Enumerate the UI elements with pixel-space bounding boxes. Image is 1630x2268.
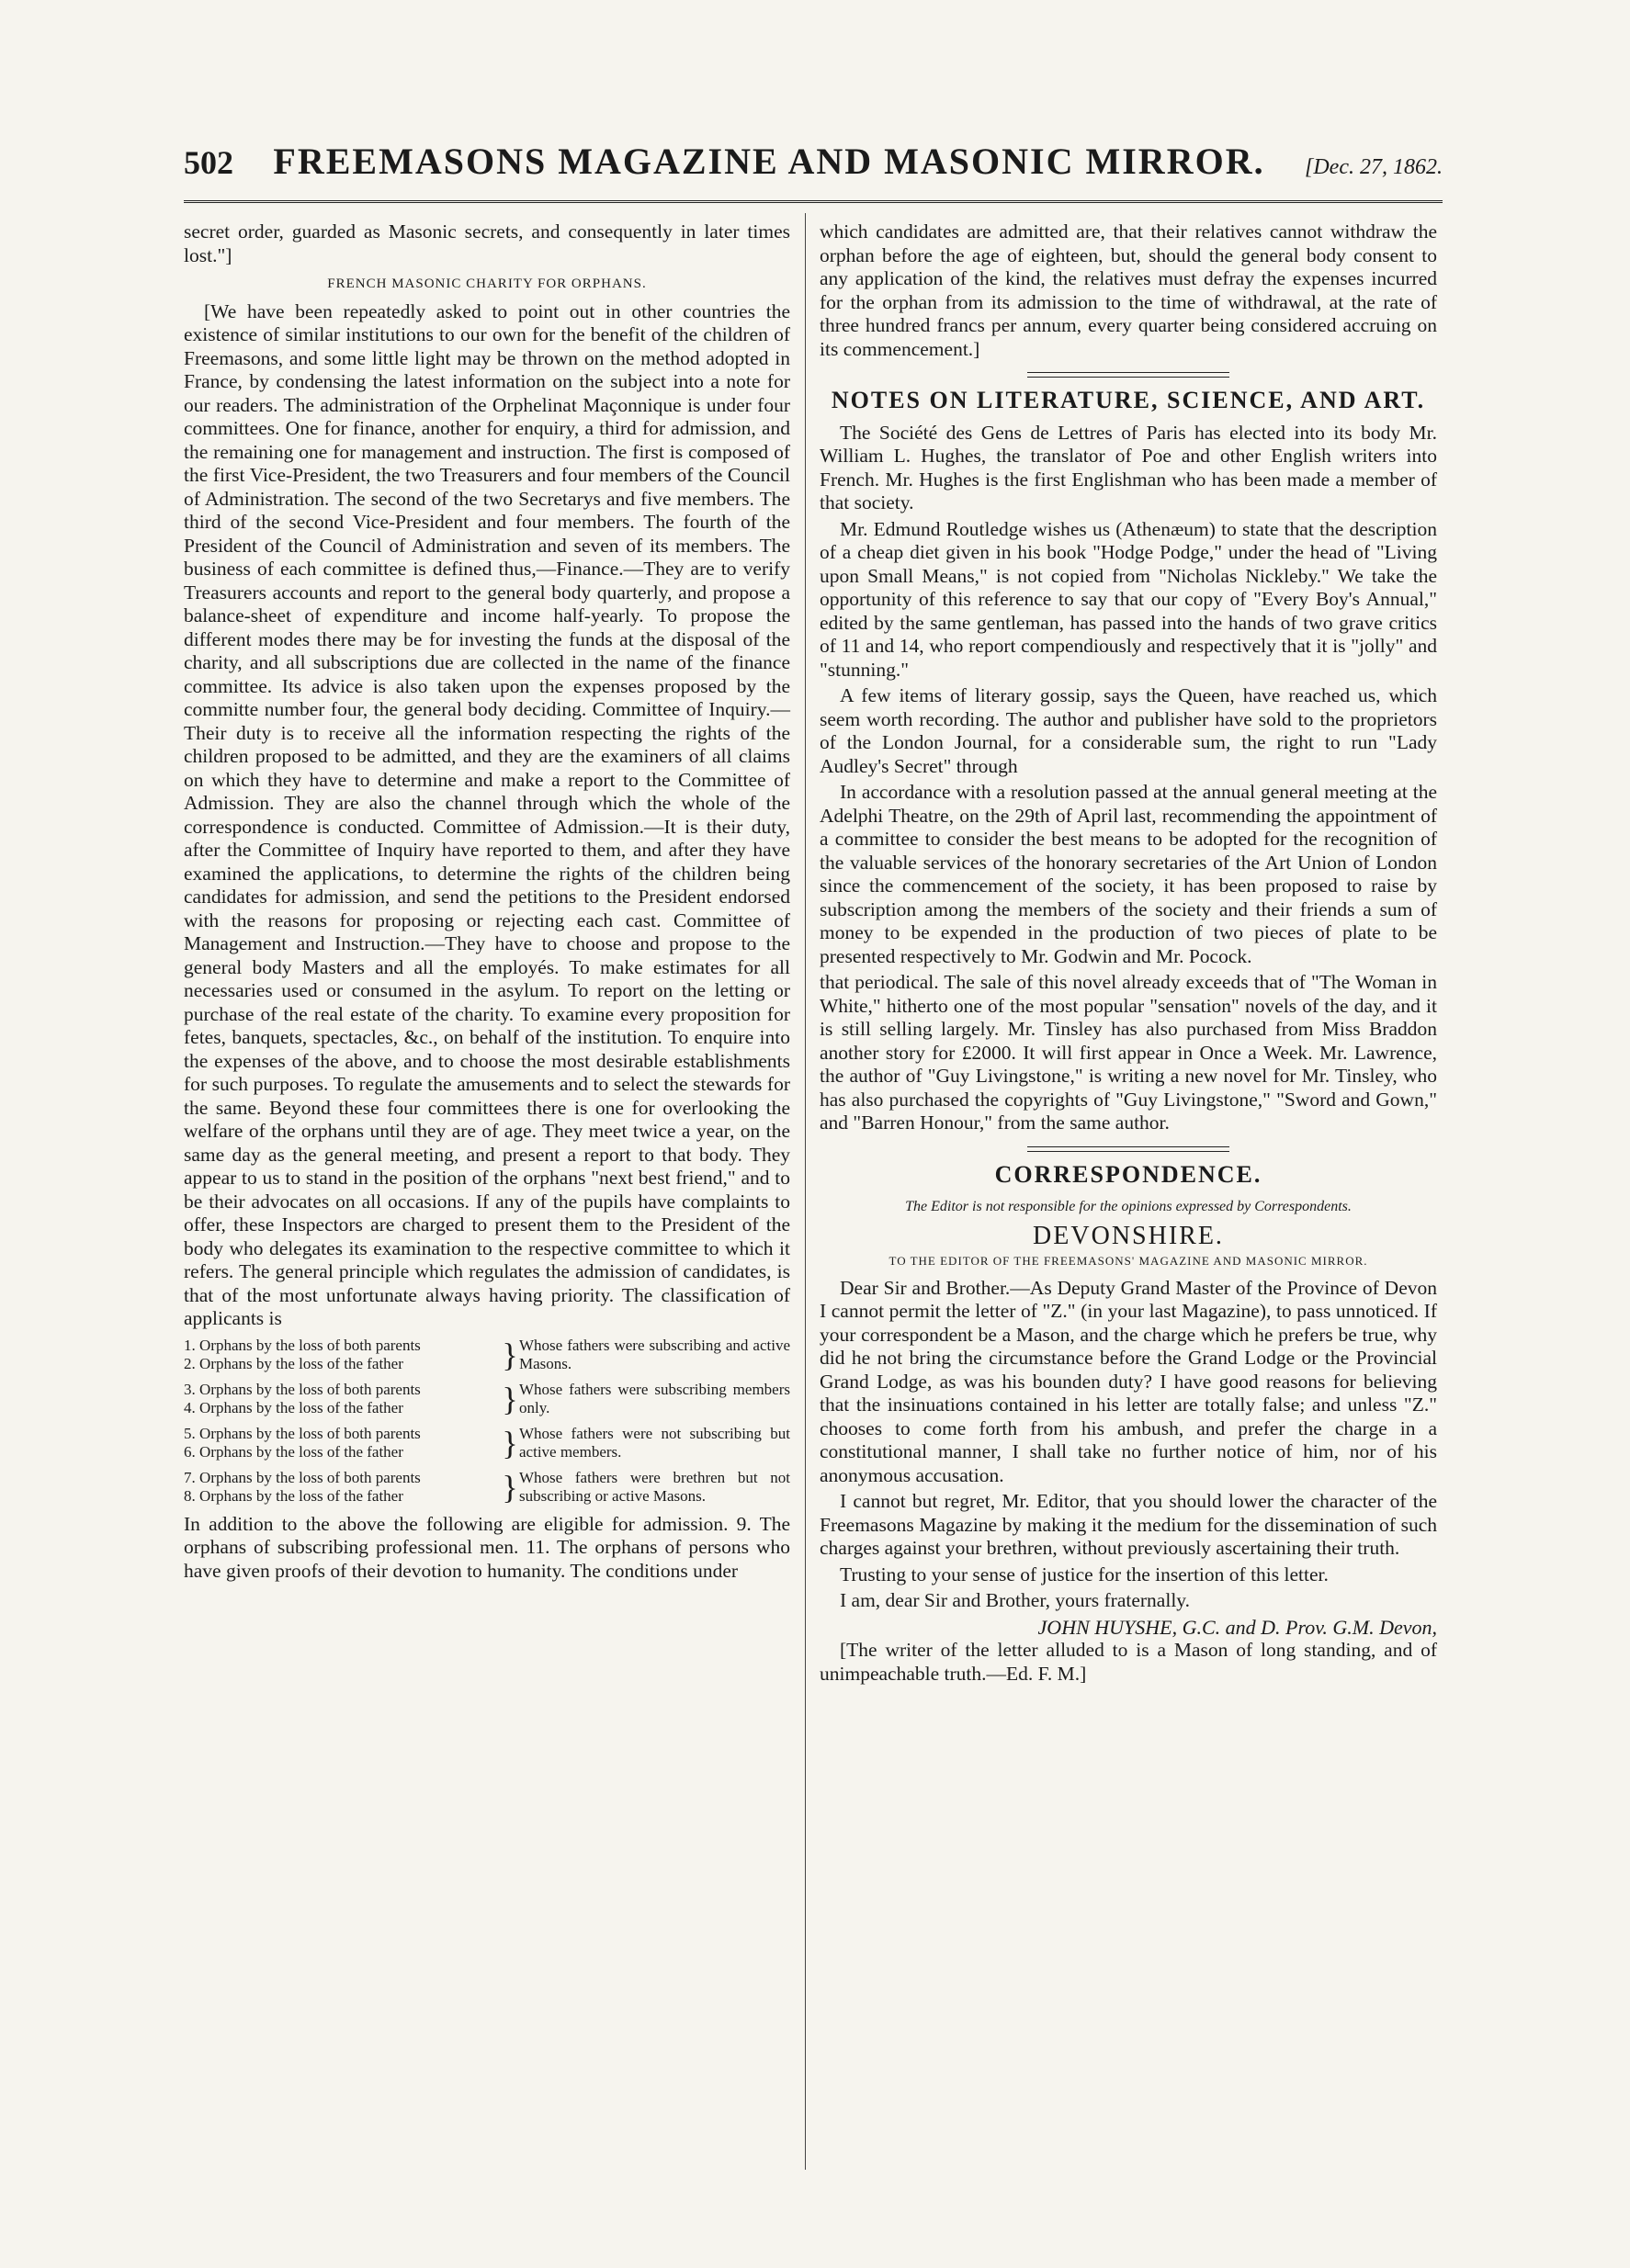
notes-paragraph: A few items of literary gossip, says the Queen, have reached us, which seem worth recording. The author and publisher have sold to the proprietors of the London Journal, for a considerable sum, the right to run "Lady Audley's Secret" through	[820, 684, 1437, 777]
correspondence-section-title: CORRESPONDENCE.	[994, 1160, 1262, 1188]
class-row: 4. Orphans by the loss of the father	[184, 1398, 403, 1416]
classification-group-1	[184, 1337, 790, 1373]
left-column	[184, 220, 790, 1585]
class-row: 8. Orphans by the loss of the father	[184, 1486, 403, 1505]
notes-paragraph: The Société des Gens de Lettres of Paris has elected into its body Mr. William L. Hughes, the translator of Poe and other English writers into French. Mr. Hughes is the first Englishman who has been made a member of that society.	[820, 421, 1437, 513]
letter-address: TO THE EDITOR OF THE FREEMASONS' MAGAZINE AND MASONIC MIRROR.	[889, 1254, 1368, 1268]
notes-section-title: NOTES ON LITERATURE, SCIENCE, AND ART.	[831, 387, 1426, 413]
letter-paragraph: Trusting to your sense of justice for the insertion of this letter.	[840, 1563, 1329, 1585]
editor-disclaimer: The Editor is not responsible for the opinions expressed by Correspondents.	[905, 1199, 1352, 1214]
editor-reply: [The writer of the letter alluded to is a Mason of long standing, and of unimpeachable truth.—Ed. F. M.]	[820, 1639, 1437, 1685]
class-row: 2. Orphans by the loss of the father	[184, 1354, 403, 1372]
issue-date: [Dec. 27, 1862.	[1305, 155, 1443, 179]
class-note: Whose fathers were brethren but not subscribing or active Masons.	[519, 1468, 790, 1505]
notes-paragraph: that periodical. The sale of this novel already exceeds that of "The Woman in White," hitherto one of the most popular "sensation" novels of the day, and it is still selling largely. Mr. Tinsley has also purchased from Miss Braddon another story for £2000. It will first appear in Once a Week. Mr. Lawrence, the author of "Guy Livingstone," is writing a new novel for Mr. Tinsley, who has also purchased the copyrights of "Guy Livingstone," "Sword and Gown," and "Barren Honour," from the same author.	[820, 971, 1437, 1134]
notes-paragraph: In accordance with a resolution passed at the annual general meeting at the Adelphi Theatre, on the 29th of April last, recommending the appointment of a committee to consider the best means to be adopted for the recognition of the valuable services of the honorary secretaries of the Art Union of London since the commencement of the society, it has been proposed to raise by subscription among the members of the society and their friends a sum of money to be expended in the production of two pieces of plate to be presented respectively to Mr. Godwin and Mr. Pocock.	[820, 781, 1437, 967]
letter-paragraph: Dear Sir and Brother.—As Deputy Grand Master of the Province of Devon I cannot permit the letter of "Z." (in your last Magazine), to pass unnoticed. If your correspondent be a Mason, and the charge which he prefers be true, why did he not bring the circumstance before the Grand Lodge or the Provincial Grand Lodge, as was his bounden duty? I have good reasons for believing that the insinuations contained in his letter are totally false; and unless "Z." chooses to come forth from his ambush, and prefer the charge in a constitutional manner, I shall take no further notice of him, nor of his anonymous accusation.	[820, 1276, 1437, 1486]
classification-group-4	[184, 1469, 790, 1506]
charity-article-body: [We have been repeatedly asked to point out in other countries the existence of similar institutions to our own for the benefit of the children of Freemasons, and some little light may be thrown on the method adopted in France, by condensing the latest information on the subject into a note for our readers. The administration of the Orphelinat Maçonnique is under four committees. One for finance, another for enquiry, a third for admission, and the remaining one for management and instruction. The first is composed of the first Vice-President, the two Treasurers and four members of the Council of Administration. The second of the two Secretarys and five members. The third of the second Vice-President and four members. The fourth of the President of the Council of Administration and seven of its members. The business of each committee is defined thus,—Finance.—They are to verify Treasurers accounts and report to the general body quarterly, and propose a balance-sheet of expenditure and income half-yearly. To propose the different modes there may be for investing the funds at the disposal of the charity, and all subscriptions due are collected in the name of the finance committee. Its advice is also taken upon the expenses proposed by the committe number four, the general body deciding. Committee of Inquiry.—Their duty is to receive all the information respecting the rights of the children proposed to be admitted, and they are the examiners of all claims on which they have to determine and make a report to the Committee of Admission. They are also the channel through which the whole of the correspondence is conducted. Committee of Admission.—It is their duty, after the Committee of Inquiry have reported to them, and after they have examined the applications, to determine the rights of the children being candidates for admission, and send the petitions to the President endorsed with the reasons for proposing or rejecting each cast. Committee of Management and Instruction.—They have to choose and propose to the general body Masters and all the employés. To make estimates for all necessaries used or consumed in the asylum. To report on the letting or purchase of the real estate of the charity. To examine every proposition for fetes, banquets, spectacles, &c., on behalf of the institution. To enquire into the expenses of the above, and to choose the most desirable establishments for such purposes. To regulate the amusements and to select the stewards for the same. Beyond these four committees there is one for overlooking the welfare of the orphans until they are of age. They meet twice a year, on the same day as the general meeting, and present a report to that body. They appear to us to stand in the position of the orphans "next best friend," and to be their advocates on all occasions. If any of the pupils have complaints to offer, these Inspectors are charged to present them to the President of the body who delegates its examination to the respective committee to which it refers. The general principle which regulates the admission of candidates, is that of the most unfortunate always having priority. The classification of applicants is	[184, 299, 790, 1329]
page-number: 502	[184, 144, 233, 181]
brace-symbol: }	[502, 1380, 518, 1417]
letter-heading: DEVONSHIRE.	[1033, 1221, 1224, 1250]
intro-paragraph: secret order, guarded as Masonic secrets, and consequently in later times lost."]	[184, 220, 790, 266]
class-note: Whose fathers were not subscribing but active members.	[519, 1424, 790, 1461]
brace-symbol: }	[502, 1468, 518, 1506]
right-column	[820, 220, 1437, 1688]
classification-group-3	[184, 1425, 790, 1461]
class-row: 6. Orphans by the loss of the father	[184, 1442, 403, 1461]
class-row: 1. Orphans by the loss of both parents	[184, 1336, 421, 1354]
section-rule	[1027, 1146, 1229, 1152]
letter-signature: JOHN HUYSHE, G.C. and D. Prov. G.M. Devon,	[1037, 1615, 1437, 1639]
letter-paragraph: I cannot but regret, Mr. Editor, that you should lower the character of the Freemasons Magazine by making it the medium for the dissemination of such charges against your brethren, without previously ascertaining their truth.	[820, 1490, 1437, 1559]
class-note: Whose fathers were subscribing and active Masons.	[519, 1336, 790, 1372]
column-divider	[805, 213, 806, 2170]
notes-paragraph: Mr. Edmund Routledge wishes us (Athenæum) to state that the description of a cheap diet given in his book "Hodge Podge," under the head of "Living upon Small Means," is not copied from "Nicholas Nickleby." We take the opportunity of this reference to say that our copy of "Every Boy's Annual," edited by the same gentleman, has passed into the hands of two grave critics of 11 and 14, who report compendiously and respectively that it is "jolly" and "stunning."	[820, 517, 1437, 681]
closing-paragraph: In addition to the above the following are eligible for admission. 9. The orphans of subscribing professional men. 11. The orphans of persons who have given proofs of their devotion to humanity. The conditions under	[184, 1512, 790, 1582]
class-row: 7. Orphans by the loss of both parents	[184, 1468, 421, 1486]
article-subhead: FRENCH MASONIC CHARITY FOR ORPHANS.	[327, 276, 647, 291]
class-row: 5. Orphans by the loss of both parents	[184, 1424, 421, 1442]
class-note: Whose fathers were subscribing members only.	[519, 1380, 790, 1416]
section-rule	[1027, 372, 1229, 378]
brace-symbol: }	[502, 1424, 518, 1461]
brace-symbol: }	[502, 1336, 518, 1373]
masthead	[184, 140, 1443, 203]
letter-paragraph: I am, dear Sir and Brother, yours fraternally.	[840, 1589, 1191, 1611]
classification-group-2	[184, 1381, 790, 1417]
publication-title: FREEMASONS MAGAZINE AND MASONIC MIRROR.	[273, 141, 1265, 182]
continuation-paragraph: which candidates are admitted are, that their relatives cannot withdraw the orphan before the age of eighteen, but, should the general body consent to any application of the kind, the relatives must defray the expenses incurred for the orphan from its admission to the time of withdrawal, at the rate of three hundred francs per annum, every quarter being considered accruing on its commencement.]	[820, 220, 1437, 360]
class-row: 3. Orphans by the loss of both parents	[184, 1380, 421, 1398]
